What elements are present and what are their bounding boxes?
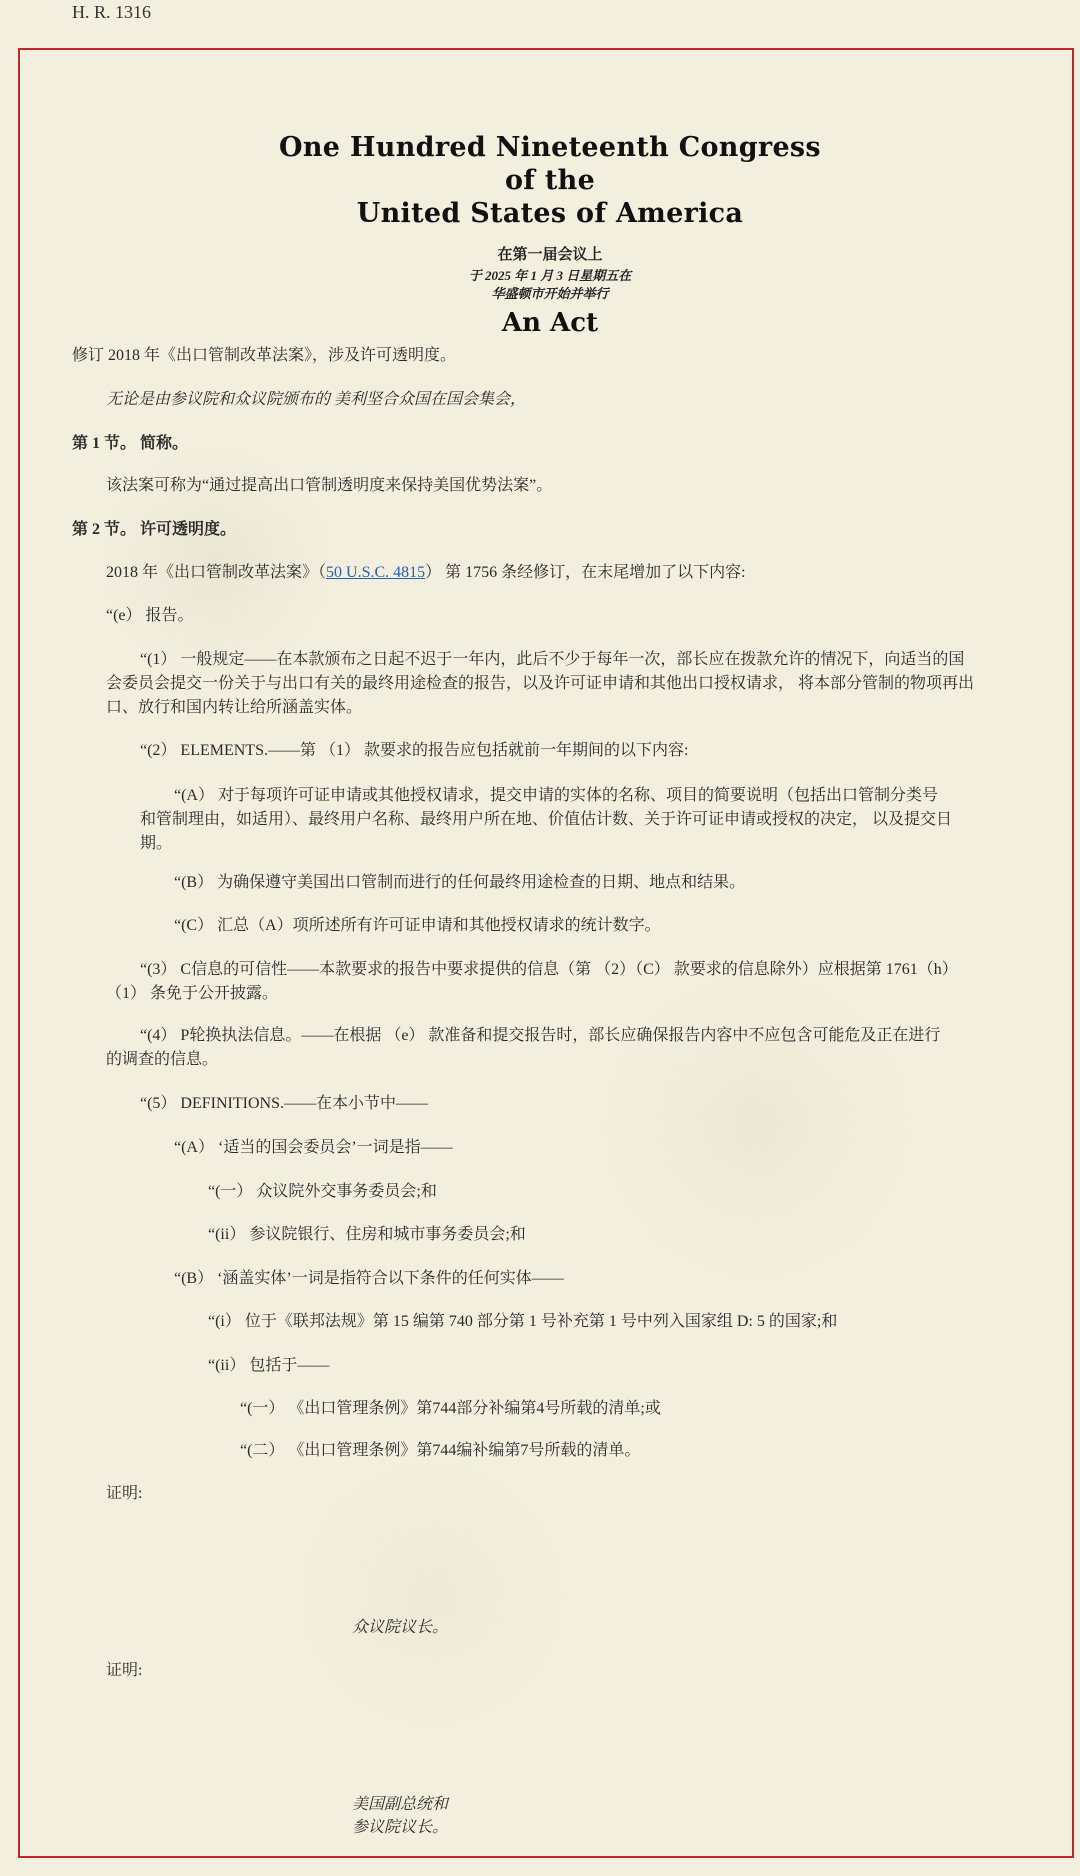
usc-citation-link[interactable]: 50 U.S.C. 4815 bbox=[326, 564, 426, 581]
para-2C: “(C） 汇总（A）项所述所有许可证申请和其他授权请求的统计数字。 bbox=[174, 917, 661, 934]
vp-signature-title-line-2: 参议院议长。 bbox=[352, 1819, 449, 1836]
congress-title: One Hundred Nineteenth Congress bbox=[279, 132, 821, 163]
def-5A: “(A） ‘适当的国会委员会’一词是指—— bbox=[174, 1139, 453, 1156]
bill-number: H. R. 1316 bbox=[72, 2, 152, 22]
session-line: 在第一届会议上 bbox=[497, 247, 603, 263]
purpose-line: 修订 2018 年《出口管制改革法案》，涉及许可透明度。 bbox=[72, 347, 457, 364]
attest-label-1: 证明: bbox=[106, 1485, 143, 1502]
def-5B: “(B） ‘涵盖实体’一词是指符合以下条件的任何实体—— bbox=[174, 1270, 564, 1287]
para-1-line-3: 口、放行和国内转让给所涵盖实体。 bbox=[106, 699, 363, 716]
section-2-heading: 第 2 节。 许可透明度。 bbox=[72, 521, 237, 538]
def-5A-i: “(一） 众议院外交事务委员会;和 bbox=[208, 1183, 437, 1200]
para-2B: “(B） 为确保遵守美国出口管制而进行的任何最终用途检查的日期、地点和结果。 bbox=[174, 874, 746, 891]
intro-before: 2018 年《出口管制改革法案》（ bbox=[106, 564, 327, 581]
para-2A-line-2: 和管制理由，如适用）、最终用户名称、最终用户所在地、价值估计数、关于许可证申请或授权的决定， 以及提交日 bbox=[140, 811, 953, 828]
congress-country: United States of America bbox=[356, 198, 744, 229]
subsection-e-heading: “(e） 报告。 bbox=[106, 607, 194, 624]
para-4-line-1: “(4） P轮换执法信息。——在根据 （e） 款准备和提交报告时，部长应确保报告内容中不应包含可能危及正在进行 bbox=[140, 1027, 941, 1044]
def-5B-ii-1: “(一） 《出口管理条例》第744部分补编第4号所载的清单;或 bbox=[240, 1400, 661, 1417]
para-5: “(5） DEFINITIONS.——在本小节中—— bbox=[140, 1095, 428, 1112]
section-1-heading: 第 1 节。 简称。 bbox=[72, 435, 189, 452]
para-1-line-2: 会委员会提交一份关于与出口有关的最终用途检查的报告，以及许可证申请和其他出口授权请求， 将本部分管制的物项再出 bbox=[106, 675, 975, 692]
attest-label-2: 证明: bbox=[106, 1662, 143, 1679]
para-3-line-2: （1） 条免于公开披露。 bbox=[106, 985, 279, 1002]
speaker-signature-title: 众议院议长。 bbox=[352, 1619, 449, 1636]
def-5B-ii-2: “(二） 《出口管理条例》第744编补编第7号所载的清单。 bbox=[240, 1442, 641, 1459]
intro-after: ） 第 1756 条经修订，在末尾增加了以下内容: bbox=[425, 564, 746, 581]
session-place: 华盛顿市开始并举行 bbox=[491, 286, 609, 301]
para-2A-line-3: 期。 bbox=[140, 835, 173, 852]
para-2A-line-1: “(A） 对于每项许可证申请或其他授权请求，提交申请的实体的名称、项目的简要说明（包括出口管制分类号 bbox=[174, 787, 938, 804]
para-3-line-1: “(3） C信息的可信性——本款要求的报告中要求提供的信息（第 （2）（C） 款要求的信息除外）应根据第 1761（h） bbox=[140, 961, 958, 978]
para-1-line-1: “(1） 一般规定——在本款颁布之日起不迟于一年内，此后不少于每年一次，部长应在拨款允许的情况下，向适当的国 bbox=[140, 651, 965, 668]
session-date: 于 2025 年 1 月 3 日星期五在 bbox=[468, 268, 632, 283]
def-5B-ii: “(ii） 包括于—— bbox=[208, 1357, 330, 1374]
act-title: An Act bbox=[501, 308, 599, 338]
congress-of-the: of the bbox=[504, 165, 596, 196]
def-5B-i: “(i） 位于《联邦法规》第 15 编第 740 部分第 1 号补充第 1 号中列入国家组 D: 5 的国家;和 bbox=[208, 1313, 838, 1330]
para-2: “(2） ELEMENTS.——第 （1） 款要求的报告应包括就前一年期间的以下内容: bbox=[140, 742, 689, 759]
enacting-clause: 无论是由参议院和众议院颁布的 美利坚合众国在国会集会， bbox=[106, 391, 527, 408]
para-4-line-2: 的调查的信息。 bbox=[106, 1051, 219, 1068]
section-1-text: 该法案可称为“通过提高出口管制透明度来保持美国优势法案”。 bbox=[106, 477, 553, 494]
def-5A-ii: “(ii） 参议院银行、住房和城市事务委员会;和 bbox=[208, 1226, 526, 1243]
vp-signature-title-line-1: 美国副总统和 bbox=[352, 1796, 449, 1813]
section-2-intro bbox=[106, 559, 746, 582]
